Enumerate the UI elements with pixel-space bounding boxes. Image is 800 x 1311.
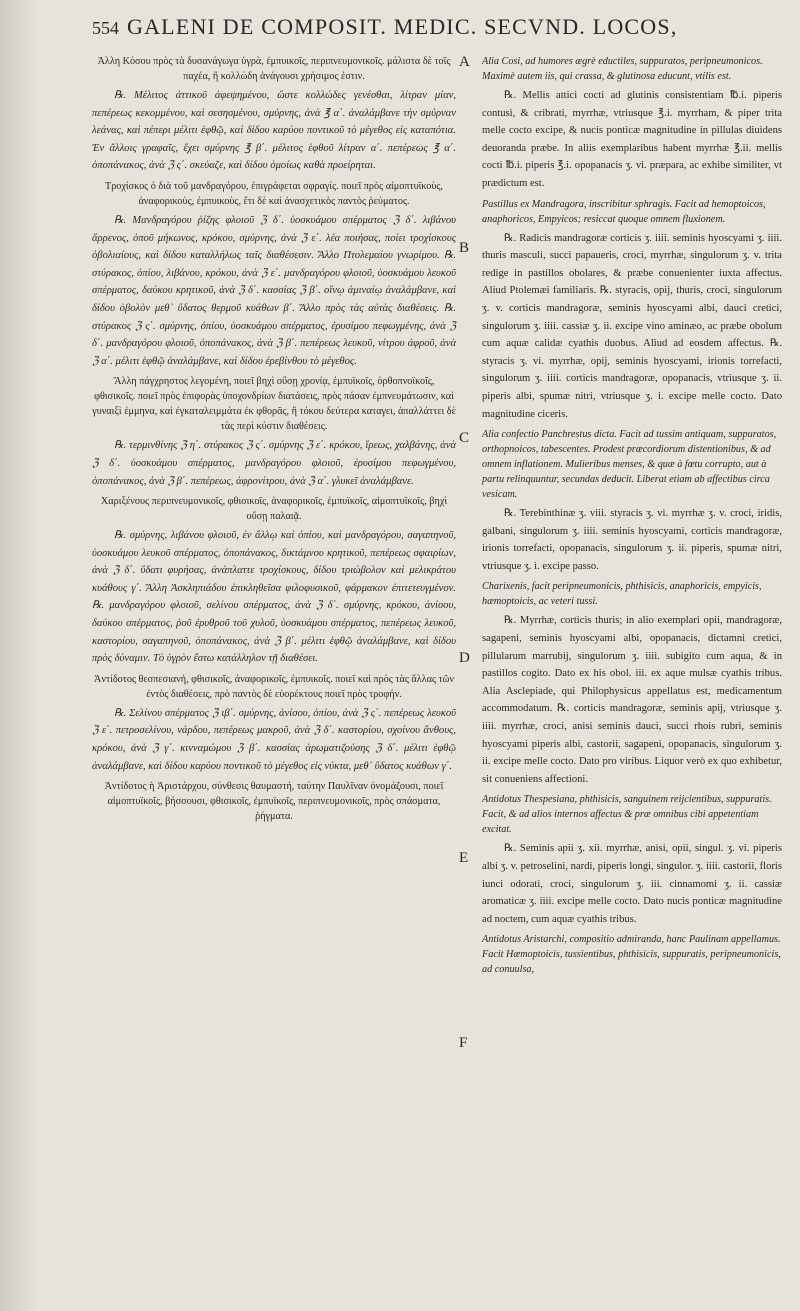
page-number: 554 xyxy=(92,18,119,38)
page-shadow xyxy=(0,0,40,1311)
margin-letter: A xyxy=(459,54,470,70)
margin-letters xyxy=(456,50,482,1051)
greek-recipe-body: ℞. Μανδραγόρου ῥίζης φλοιοῦ ℨ δ΄. ὑοσκυάμου σπέρματος ℨ δ΄. λιβάνου ἄρρενος, ὀποῦ μήκωνος, κρόκου, σμύρνης, ἀνὰ ℨ ε΄. λέα ποιήσας, ποίει τροχίσκους ὀβολιαίους, καὶ δίδου καταλλήλως ταῖς διαθέσεσιν. Ἄλλο Πτολεμαίου γνωρίμου. ℞. στύρακος, ὀπίου, λιβάνου, κρόκου, ἀνὰ ℨ ε΄. μανδραγόρου φλοιοῦ, ὑοσκυάμου λευκοῦ σπέρματος, δαύκου κρητικοῦ, ἀνὰ ℨ δ΄. κασσίας ℨ β΄. οἴνῳ ἀμιναίῳ ἀναλάμβανε, καὶ δίδου ὀβολὸν μεθ᾽ ὕδατος θερμοῦ κυάθων β΄. Ἄλλο πρὸς τὰς αὐτὰς διαθέσεις. ℞. στύρακος ℨ ς΄. σμύρνης, ὀπίου, ὑοσκυάμου σπέρματος, ἐρυσίμου πεφωγμένης, ἀνὰ ℨ δ΄. μανδραγόρου φλοιοῦ, ὀποπάνακος, ἀνὰ ℨ β΄. πεπέρεως λευκοῦ, νίτρου ἀφροῦ, ἀνὰ ℨ α΄. μέλιτι ἑφθῷ ἀναλάμβανε, καὶ δίδου ἐρεβίνθου τὸ μέγεθος. xyxy=(92,214,456,367)
greek-recipe-body: ℞. Μέλιτος ἀττικοῦ ἀφεψημένου, ὥστε κολλώδες γενέσθαι, λίτραν μίαν, πεπέρεως κεκομμένου, καὶ σεσησμένου, σμύρνης, ἀνὰ ℥ α΄. ἀναλάμβανε τὴν σμύρναν λεάνας, καὶ πέπερι μέλιτι ἑφθῷ, καὶ δίδου καρύου ποντικοῦ τὸ μέγεθος εἰς καταπότια. Ἐν ἄλλοις γραφαῖς, ἔχει σμύρνης ℥ β΄. μέλιτος ἑφθοῦ λίτραν α΄. πεπέρεως ℥ α΄. ὀποπάνακος, ἀνὰ ℨ ς΄. σκεύαζε, καὶ δίδου ὁμοίως καθὰ προείρηται. xyxy=(92,90,456,172)
latin-recipe-title: Alia Cosi, ad humores ægrè eductiles, suppuratos, peripneumonicos. Maximè autem iis, qui crassa, & glutinosa educunt, vtilis est. xyxy=(482,56,763,82)
latin-recipe-body: ℞. Mellis attici cocti ad glutinis consistentiam ℔.i. piperis contusi, & cribrati, myrrhæ, vtriusque ℥.i. myrrham, & piper trita melle cocto excipe, & nucis ponticæ magnitudine in pillulas diuidens deuoranda præbe. In aliis exemplaribus habent myrrhæ ℥.ii. mellis cocti ℔.i. piperis ℥.i. opopanacis ʒ. vi. præpara, ac exhibe similiter, vt prædictum est. xyxy=(482,90,782,189)
greek-recipe-title: Ἀλλη Κόσου πρὸς τὰ δυσανάγωγα ὑγρὰ, ἐμπυικοῖς, περιπνευμονικοῖς. μάλιστα δὲ τοῖς παχέα, ἢ κολλώδη ἀνάγουσι χρήσιμος ἐστιν. xyxy=(97,56,451,82)
latin-recipe-body: ℞. Seminis apii ʒ. xii. myrrhæ, anisi, opii, singul. ʒ. vi. piperis albi ʒ. v. petroselini, nardi, piperis longi, singulor. ʒ. iiii. castorii, floris iunci odorati, croci, singulorum ʒ. iii. cinnamomi ʒ. ii. cassiæ aromaticæ ʒ. iiii. excipe melle cocto. Dato nucis ponticæ magnitudine ad noctem, cum aquæ cyathis tribus. xyxy=(482,843,782,925)
margin-letter: B xyxy=(459,240,470,256)
greek-recipe-title: Ἄλλη πάγχρηστος λεγομένη, ποιεῖ βηχὶ οὔσῃ χρονίᾳ, ἐμπυϊκοῖς, ὀρθοπνοϊκοῖς, φθισικοῖς. ποιεῖ πρὸς ἐπιφορὰς ὑποχονδρίων διατάσεις, πρὸς πάσαν ἐμπνευμάτωσιν, καὶ γυναιξὶ ἐμμηνα, καὶ ἐγκαταλειμμάτα ἐκ φθορᾶς, ἢ τόκου δεύτερα καταγει, ἀπαλλάττει δὲ τὰς περὶ κύστιν διαθέσεις. xyxy=(92,376,456,433)
latin-recipe-body: ℞. Radicis mandragoræ corticis ʒ. iiii. seminis hyoscyami ʒ. iiii. thuris masculi, succi papaueris, croci, myrrhæ, singulorum ʒ. v. trita redige in pastillos obolares, & præbe conuenienter iuxta affectus. Aliud Ptolemæi familiaris. ℞. styracis, opij, thuris, croci, singulorum ʒ. v. corticis mandragoræ, seminis hyoscyami albi, dauci cretici, singulorum ʒ. iiii. cassiæ ʒ. ii. excipe vino aminæo, ac præbe obolum cum aquæ calidæ cyathis duobus. Aliud ad eosdem affectus. ℞. styracis ʒ. vi. myrrhæ, opij, seminis hyoscyami, irionis torrefacti, singulorum ʒ. iiii. corticis mandragoræ, opopanacis, vtriusque ʒ. ii. piperis albi, spumæ nitri, vtriusque ʒ. i. excipe melle cocto. Dato magnitudine ciceris. xyxy=(482,232,782,420)
running-title: GALENI DE COMPOSIT. MEDIC. SECVND. LOCOS, xyxy=(127,14,678,39)
latin-recipe-title: Charixenis, facit peripneumonicis, phthisicis, anaphoricis, empyicis, hæmoptoicis, ac veteri tussi. xyxy=(482,581,762,608)
greek-recipe-body: ℞. Σελίνου σπέρματος ℨ ιβ΄. σμύρνης, ἀνίσου, ὀπίου, ἀνὰ ℨ ς΄. πεπέρεως λευκοῦ ℨ ε΄. πετροσελίνου, νάρδου, πεπέρεως μακροῦ, ἀνὰ ℨ δ΄. καστορίου, σχοίνου ἄνθους, κρόκου, ἀνὰ ℨ γ΄. κινναμώμου ℨ β΄. κασσίας ἀρωματιζούσης ℨ δ΄. μέλιτι ἑφθῷ ἀναλάμβανε, καὶ δίδου καρύου ποντικοῦ τὸ μέγεθος εἰς νύκτα, μεθ᾽ ὕδατος κυάθων γ΄. xyxy=(92,707,456,772)
latin-recipe-body: ℞. Terebinthinæ ʒ. viii. styracis ʒ. vi. myrrhæ ʒ. v. croci, iridis, galbani, singulorum ʒ. iiii. seminis hyoscyami, corticis mandragoræ, irionis torrefacti, opopanacis, singulorum ʒ. ii. piperis, spumæ nitri, vtriusque ʒ. i. excipe passo. xyxy=(482,508,782,572)
margin-letter: E xyxy=(459,850,469,866)
greek-recipe-body: ℞. σμύρνης, λιβάνου φλοιοῦ, ἐν ἄλλῳ καὶ ὀπίου, καὶ μανδραγόρου, σαγαπηνοῦ, ὑοσκυάμου λευκοῦ σπέρματος, ὀποπάνακος, δικτάμνου κρητικοῦ, πεπέρεως σφαιρίων, ἀνὰ ℨ δ΄. ὕδατι φυρήσας, ἀνάπλαττε τροχίσκους, δίδου τριώβολον καὶ μελικράτου κυάθους γ΄. Ἄλλη Ἀσκληπιάδου ἐπικληθεῖσα φιλοφυσικοῦ, φάρμακον ἐπιτετευγμένον. ℞. μανδραγόρου φλοιοῦ, σελίνου σπέρματος, ἀνὰ ℨ δ΄. σμύρνης, κρόκου, ἀνίσου, δαύκου σπέρματος, ῥοῦ ἐρυθροῦ τοῦ χυλοῦ, ὑοσκυάμου σπέρματος, πεπέρεως λευκοῦ, καστορίου, σαγαπηνοῦ, ὀποπάνακος, ἀνὰ ℨ β΄. μέλιτι ἑφθῷ ἀναλάμβανε, καὶ δίδου πρὸς δύναμιν. Τὸ ὑγρὸν ἔστω κατάλληλον τῇ διαθέσει. xyxy=(92,530,456,665)
latin-recipe-title: Antidotus Thespesiana, phthisicis, sanguinem reijcientibus, suppuratis. Facit, & ad alios internos affectus & præ omnibus cibi appetentiam excitat. xyxy=(482,794,772,836)
margin-letter: F xyxy=(459,1035,468,1051)
greek-recipe-body: ℞. τερμινθίνης ℨ η΄. στύρακος ℨ ς΄. σμύρνης ℨ ε΄. κρόκου, ἴρεως, χαλβάνης, ἀνὰ ℨ δ΄. ὑοσκυάμου σπέρματος, μανδραγόρου φλοιοῦ, ἐρυσίμου πεφωγμένου, ὀποπάνακος, ἀνὰ ℨ β΄. πεπέρεως, ἀφρονίτρου, ἀνὰ ℨ α΄. γλυκεῖ ἀναλάμβανε. xyxy=(92,440,456,487)
margin-letter: D xyxy=(459,650,470,666)
latin-recipe-body: ℞. Myrrhæ, corticis thuris; in alio exemplari opii, mandragoræ, sagapeni, seminis hyoscyami albi, opopanacis, dictamni cretici, pillularum marrubij, singulorum ʒ. iiii. subigito cum aqua, & in pastillos cogito. Dato ex his obol. iii. ex aque mulsæ cyathis tribus. Alia Asclepiade, qui Philophysicus appellatus est, medicamentum accommodatum. ℞. corticis mandragoræ, seminis apij, vtriusque ʒ. iiii. myrrhæ, croci, anisi seminis dauci, succi rhois rubri, seminis hyoscyami piperis albi, castorii, sagapeni, opopanacis, singulorum ʒ. ii. excipe melle cocto. Dato pro viribus. Liquor verò ex quo exhibetur, sit conueniens affectioni. xyxy=(482,615,782,785)
greek-recipe-title: Τροχίσκος ὁ διὰ τοῦ μανδραγόρου, ἐπιγράφεται σφραγίς. ποιεῖ πρὸς αἱμοπτυϊκοὺς, ἀναφορικοὺς, ἐμπυικοὺς, ἔτι δὲ καὶ ἀνασχετικὸς παντὸς ῥεύματος. xyxy=(105,180,443,207)
latin-recipe-title: Antidotus Aristarchi, compositio admiranda, hanc Paulinam appellamus. Facit Hæmoptoicis, tussientibus, phthisicis, suppuratis, peripneumonicis, ad conuulsa, xyxy=(482,934,781,976)
running-header xyxy=(92,14,792,54)
greek-recipe-title: Ἀντίδοτος ἡ Ἀριστάρχου, σύνθεσις θαυμαστή, ταύτην Παυλῖναν ὀνομάζουσι, ποιεῖ αἱμοπτυϊκοῖς, βήσσουσι, φθισικοῖς, ἐμπυϊκοῖς, περιπνευμονικοῖς, πρὸς σπάσματα, ῥήγματα. xyxy=(104,781,444,823)
greek-recipe-title: Χαριξένους περιπνευμονικοῖς, φθισικοῖς, ἀναφορικοῖς, ἐμπυϊκοῖς, αἱμοπτυϊκοῖς, βηχὶ οὔσῃ παλαιᾷ. xyxy=(100,496,448,523)
greek-column xyxy=(92,50,456,827)
latin-column xyxy=(482,50,782,980)
latin-recipe-title: Pastillus ex Mandragora, inscribitur sphragis. Facit ad hemoptoicos, anaphoricos, Empyicos; resiccat quoque omnem fluxionem. xyxy=(482,198,766,225)
latin-recipe-title: Alia confectio Panchrestus dicta. Facit ad tussim antiquam, suppuratos, orthopnoicos, tabescentes. Prodest præcordiorum distentionibus, & ad omnem inflationem. Mulieribus menses, & quæ à fœtu corrupto, aut à partu relinquuntur, secundas deducit. Liberat etiam ab affectibus circa vesicam. xyxy=(482,429,777,501)
margin-letter: C xyxy=(459,430,470,446)
greek-recipe-title: Ἀντίδοτος θεσπεσιανή, φθισικοῖς, ἀναφορικοῖς, ἐμπυικοῖς. ποιεῖ καὶ πρὸς τὰς ἄλλας τῶν ἐντὸς διαθέσεις, πρὸ παντὸς δὲ εὐορέκτους ποιεῖ πρὸς τροφήν. xyxy=(94,673,454,700)
